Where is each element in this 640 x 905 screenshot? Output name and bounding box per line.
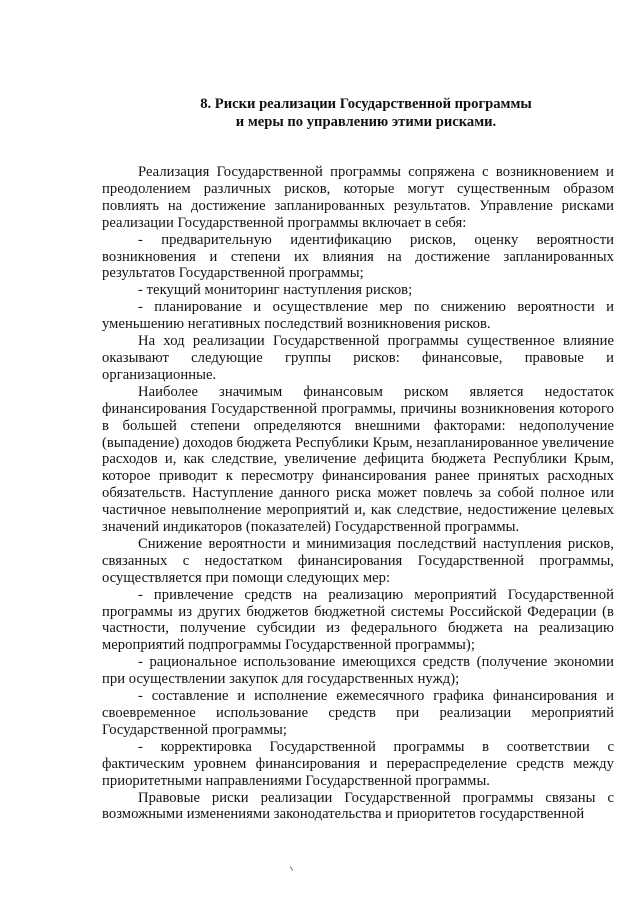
list-item: - предварительную идентификацию рисков, оценку вероятности возникновения и степени их влияния на достижение запланированных результатов Государственной программы; (102, 231, 614, 282)
list-item: - рациональное использование имеющихся средств (получение экономии при осуществлении закупок для государственных нужд); (102, 654, 614, 688)
scan-mark (290, 866, 293, 871)
heading-line-2: и меры по управлению этими рисками. (235, 114, 497, 130)
paragraph: Наиболее значимым финансовым риском является недостаток финансирования Государственной программы, причины возникновения которого в большей степени определяются внешними факторами: недополучение (выпадение) доходов бюджета Республики Крым, незапланированное увеличение расходов и, как следствие, увеличение дефицита бюджета Республики Крым, которое приводит к пересмотру финансирования ранее принятых расходных обязательств. Наступление данного риска может повлечь за собой полное или частичное невыполнение мероприятий и, как следствие, недостижение целевых значений индикаторов (показателей) Государственной программы. (102, 383, 614, 536)
list-item: - составление и исполнение ежемесячного графика финансирования и своевременное использование средств при реализации мероприятий Государственной программы; (102, 688, 614, 738)
list-item: - привлечение средств на реализацию мероприятий Государственной программы из других бюджетов бюджетной системы Российской Федерации (в частности, получение субсидии из федерального бюджета на реализацию мероприятий подпрограммы Государственной программы); (102, 586, 614, 654)
paragraph: Реализация Государственной программы сопряжена с возникновением и преодолением различных рисков, которые могут существенным образом повлиять на достижение запланированных результатов. Управление рисками реализации Государственной программы включает в себя: (102, 164, 614, 231)
list-item: - планирование и осуществление мер по снижению вероятности и уменьшению негативных последствий возникновения рисков. (102, 299, 614, 333)
list-item: - корректировка Государственной программы в соответствии с фактическим уровнем финансирования и перераспределение средств между приоритетными направлениями Государственной программы. (102, 738, 614, 789)
list-item: - текущий мониторинг наступления рисков; (138, 282, 413, 299)
section-heading (102, 95, 614, 131)
paragraph: Снижение вероятности и минимизация последствий наступления рисков, связанных с недостатком финансирования Государственной программы, осуществляется при помощи следующих мер: (102, 535, 614, 586)
heading-line-1: 8. Риски реализации Государственной программы (200, 96, 532, 112)
paragraph: На ход реализации Государственной программы существенное влияние оказывают следующие группы рисков: финансовые, правовые и организационные. (102, 333, 614, 383)
paragraph: Правовые риски реализации Государственной программы связаны с возможными изменениями законодательства и приоритетов государственной (102, 789, 614, 823)
